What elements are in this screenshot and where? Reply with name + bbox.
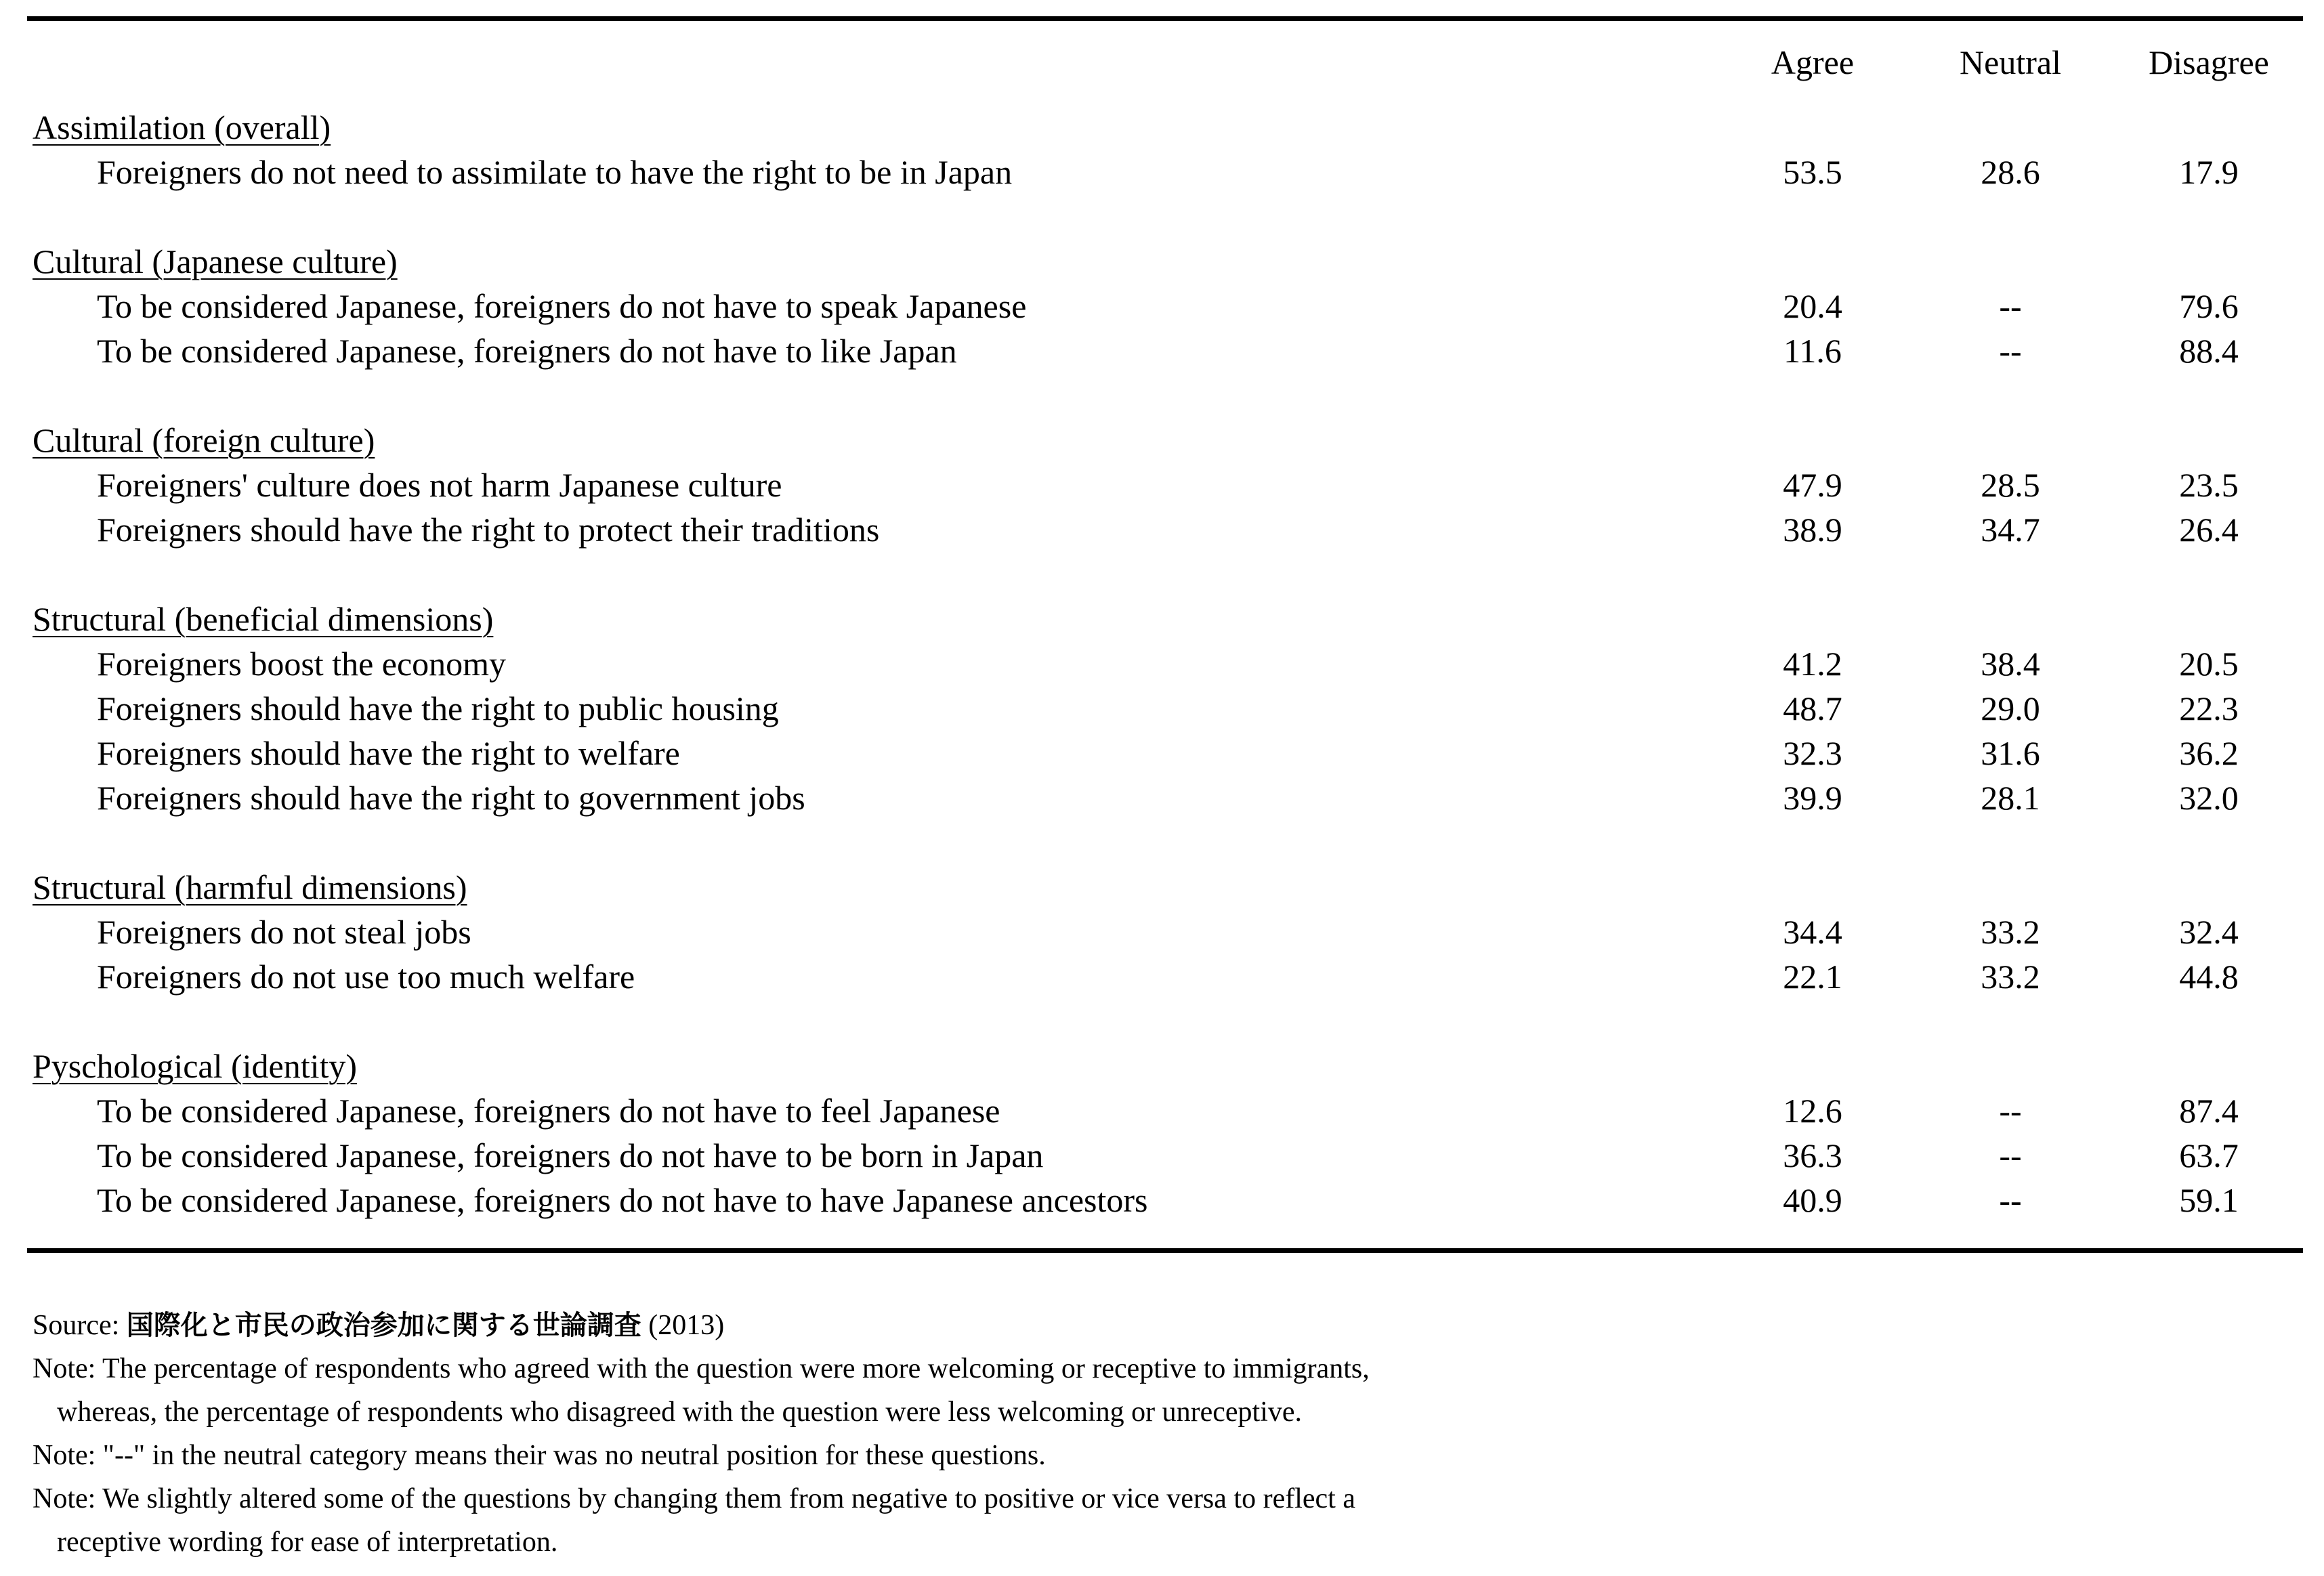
question-text: Foreigners should have the right to public housing xyxy=(97,689,779,727)
question-text: Foreigners should have the right to welfare xyxy=(97,734,680,772)
question-row xyxy=(0,912,2324,956)
question-row xyxy=(0,733,2324,778)
note-line: Note: The percentage of respondents who agreed with the question were more welcoming or receptive to immigrants, xyxy=(33,1353,1370,1384)
disagree-value: 79.6 xyxy=(2179,287,2239,325)
source-title: 国際化と市民の政治参加に関する世論調査 xyxy=(126,1310,641,1341)
question-text: Foreigners boost the economy xyxy=(97,645,507,683)
question-text: Foreigners do not use too much welfare xyxy=(97,958,635,996)
category-title: Structural (beneficial dimensions) xyxy=(33,600,494,638)
neutral-value: 28.6 xyxy=(1981,153,2040,191)
question-text: To be considered Japanese, foreigners do not have to speak Japanese xyxy=(97,287,1027,325)
question-row xyxy=(0,956,2324,1001)
agree-value: 11.6 xyxy=(1783,332,1842,370)
question-text: Foreigners should have the right to government jobs xyxy=(97,779,805,817)
disagree-value: 87.4 xyxy=(2179,1092,2239,1130)
agree-value: 34.4 xyxy=(1783,913,1842,951)
disagree-value: 36.2 xyxy=(2179,734,2239,772)
disagree-value: 20.5 xyxy=(2179,645,2239,683)
disagree-value: 32.0 xyxy=(2179,779,2239,817)
question-row xyxy=(0,509,2324,554)
question-text: Foreigners' culture does not harm Japanese culture xyxy=(97,466,782,504)
agree-value: 48.7 xyxy=(1783,689,1842,727)
disagree-value: 22.3 xyxy=(2179,689,2239,727)
neutral-value: 33.2 xyxy=(1981,913,2040,951)
question-row xyxy=(0,152,2324,196)
category-row xyxy=(0,107,2324,152)
agree-value: 12.6 xyxy=(1783,1092,1842,1130)
note-line: whereas, the percentage of respondents who disagreed with the question were less welcoming or unreceptive. xyxy=(57,1397,1303,1428)
category-title: Structural (harmful dimensions) xyxy=(33,868,467,906)
agree-value: 36.3 xyxy=(1783,1136,1842,1174)
source-line xyxy=(33,1304,1370,1347)
question-text: To be considered Japanese, foreigners do not have to like Japan xyxy=(97,332,957,370)
agree-value: 22.1 xyxy=(1783,958,1842,996)
top-rule xyxy=(27,16,2303,21)
question-row xyxy=(0,331,2324,375)
neutral-value: -- xyxy=(1999,1181,2022,1219)
agree-value: 53.5 xyxy=(1783,153,1842,191)
agree-value: 20.4 xyxy=(1783,287,1842,325)
column-header-neutral: Neutral xyxy=(1960,43,2061,81)
notes-list xyxy=(33,1347,1370,1564)
agree-value: 32.3 xyxy=(1783,734,1842,772)
disagree-value: 88.4 xyxy=(2179,332,2239,370)
disagree-value: 32.4 xyxy=(2179,913,2239,951)
disagree-value: 59.1 xyxy=(2179,1181,2239,1219)
neutral-value: -- xyxy=(1999,332,2022,370)
question-row xyxy=(0,1090,2324,1135)
neutral-value: -- xyxy=(1999,1092,2022,1130)
agree-value: 41.2 xyxy=(1783,645,1842,683)
agree-value: 47.9 xyxy=(1783,466,1842,504)
neutral-value: 29.0 xyxy=(1981,689,2040,727)
category-title: Assimilation (overall) xyxy=(33,108,331,146)
question-text: To be considered Japanese, foreigners do not have to have Japanese ancestors xyxy=(97,1181,1148,1219)
source-year: (2013) xyxy=(648,1310,725,1341)
question-text: Foreigners should have the right to protect their traditions xyxy=(97,511,880,549)
question-row xyxy=(0,286,2324,331)
disagree-value: 23.5 xyxy=(2179,466,2239,504)
question-row xyxy=(0,465,2324,509)
question-row xyxy=(0,1135,2324,1180)
neutral-value: 28.1 xyxy=(1981,779,2040,817)
source-label: Source: xyxy=(33,1310,120,1341)
notes-block xyxy=(33,1304,1370,1564)
note-line: Note: "--" in the neutral category means their was no neutral position for these questions. xyxy=(33,1440,1046,1471)
category-title: Pyschological (identity) xyxy=(33,1047,358,1085)
agree-value: 39.9 xyxy=(1783,779,1842,817)
neutral-value: 33.2 xyxy=(1981,958,2040,996)
question-row xyxy=(0,778,2324,822)
disagree-value: 63.7 xyxy=(2179,1136,2239,1174)
disagree-value: 26.4 xyxy=(2179,511,2239,549)
agree-value: 40.9 xyxy=(1783,1181,1842,1219)
column-header-disagree: Disagree xyxy=(2149,43,2269,81)
category-title: Cultural (foreign culture) xyxy=(33,421,375,459)
neutral-value: -- xyxy=(1999,287,2022,325)
neutral-value: -- xyxy=(1999,1136,2022,1174)
question-text: To be considered Japanese, foreigners do not have to feel Japanese xyxy=(97,1092,1000,1130)
question-row xyxy=(0,643,2324,688)
disagree-value: 17.9 xyxy=(2179,153,2239,191)
category-row xyxy=(0,1046,2324,1090)
category-title: Cultural (Japanese culture) xyxy=(33,242,398,280)
neutral-value: 38.4 xyxy=(1981,645,2040,683)
category-row xyxy=(0,867,2324,912)
disagree-value: 44.8 xyxy=(2179,958,2239,996)
agree-value: 38.9 xyxy=(1783,511,1842,549)
question-row xyxy=(0,1180,2324,1224)
neutral-value: 31.6 xyxy=(1981,734,2040,772)
question-text: Foreigners do not need to assimilate to have the right to be in Japan xyxy=(97,153,1013,191)
question-row xyxy=(0,688,2324,733)
bottom-rule xyxy=(27,1248,2303,1253)
category-row xyxy=(0,599,2324,643)
note-line: receptive wording for ease of interpretation. xyxy=(57,1527,558,1558)
category-row xyxy=(0,420,2324,465)
question-text: Foreigners do not steal jobs xyxy=(97,913,471,951)
neutral-value: 34.7 xyxy=(1981,511,2040,549)
note-line: Note: We slightly altered some of the questions by changing them from negative to positive or vice versa to reflect a xyxy=(33,1483,1355,1514)
neutral-value: 28.5 xyxy=(1981,466,2040,504)
category-row xyxy=(0,241,2324,286)
column-header-agree: Agree xyxy=(1771,43,1855,81)
question-text: To be considered Japanese, foreigners do not have to be born in Japan xyxy=(97,1136,1044,1174)
